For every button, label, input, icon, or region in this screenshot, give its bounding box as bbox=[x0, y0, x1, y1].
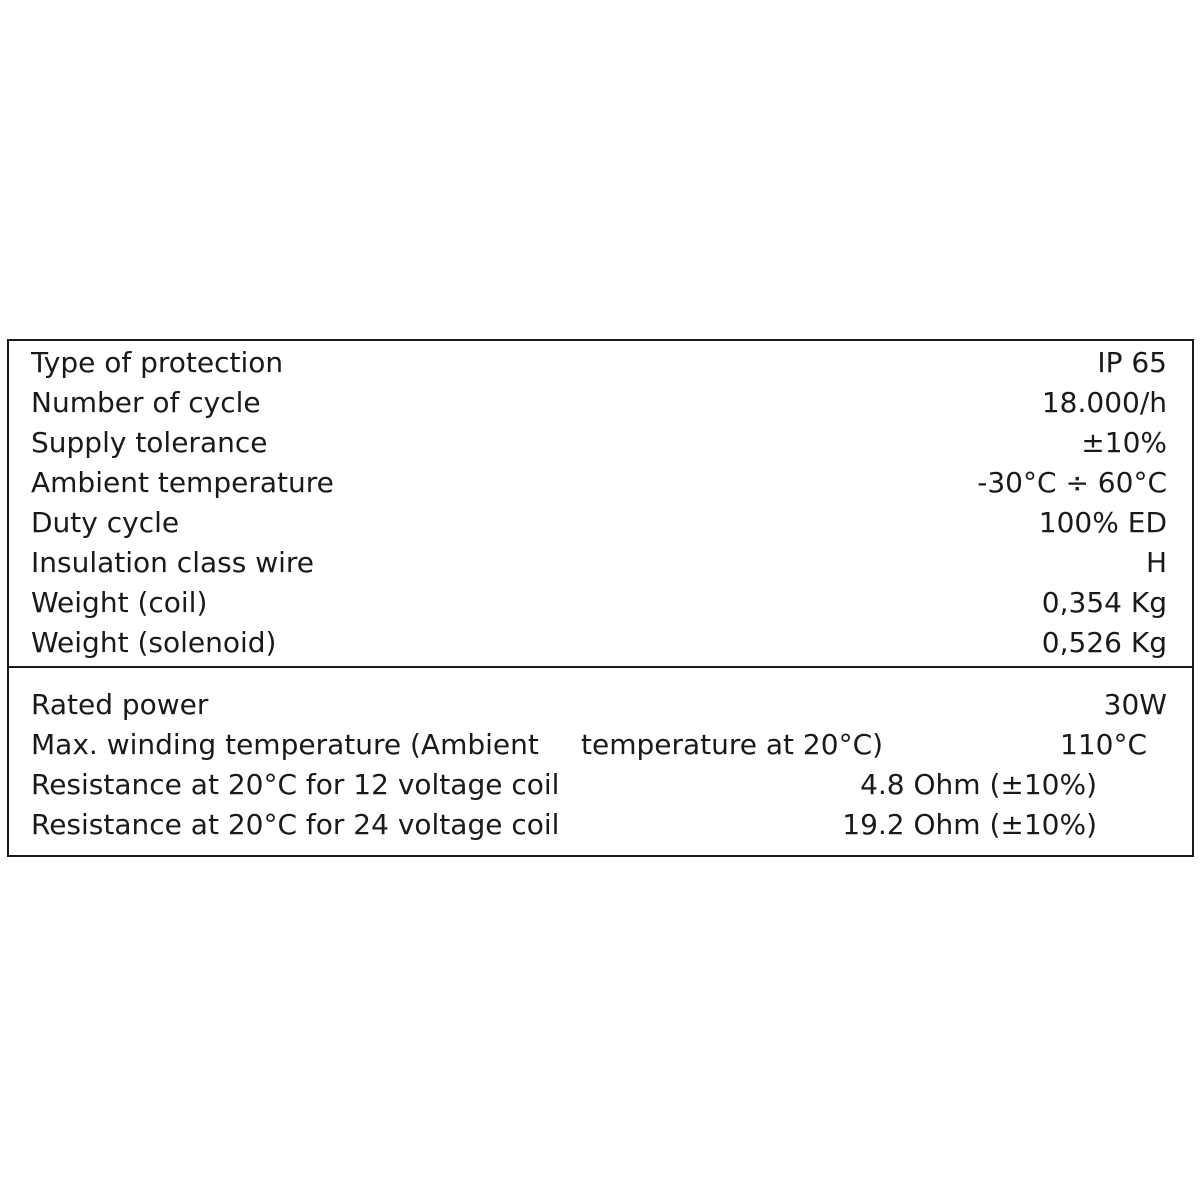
spec-value: 0,526 Kg bbox=[1041, 626, 1167, 659]
spec-label: Type of protection bbox=[31, 346, 284, 379]
spec-value: 19.2 Ohm (±10%) bbox=[842, 808, 1097, 841]
table-row bbox=[9, 765, 1192, 805]
spec-value: 18.000/h bbox=[1041, 386, 1167, 419]
table-row bbox=[9, 583, 1192, 623]
spec-label: Supply tolerance bbox=[31, 426, 268, 459]
table-row bbox=[9, 463, 1192, 503]
spec-value: 30W bbox=[1103, 688, 1167, 721]
spec-label: Insulation class wire bbox=[31, 546, 315, 579]
table-row bbox=[9, 343, 1192, 383]
spec-label: Number of cycle bbox=[31, 386, 261, 419]
spec-value: 0,354 Kg bbox=[1041, 586, 1167, 619]
spec-value: -30°C ÷ 60°C bbox=[977, 466, 1167, 499]
table-row bbox=[9, 383, 1192, 423]
spec-value: ±10% bbox=[1081, 426, 1167, 459]
spec-label: Ambient temperature bbox=[31, 466, 334, 499]
spec-value: H bbox=[1145, 546, 1167, 579]
spec-label-continuation: temperature at 20°C) bbox=[581, 728, 884, 761]
spec-value: IP 65 bbox=[1097, 346, 1167, 379]
spec-label: Duty cycle bbox=[31, 506, 180, 539]
spec-label: Weight (solenoid) bbox=[31, 626, 277, 659]
spec-label: Resistance at 20°C for 12 voltage coil bbox=[31, 768, 560, 801]
specifications-table bbox=[7, 339, 1194, 857]
table-row bbox=[9, 805, 1192, 845]
table-row bbox=[9, 623, 1192, 663]
table-row bbox=[9, 725, 1192, 765]
spec-value: 4.8 Ohm (±10%) bbox=[860, 768, 1097, 801]
table-row bbox=[9, 685, 1192, 725]
spec-value: 100% ED bbox=[1038, 506, 1167, 539]
spec-label: Max. winding temperature (Ambient bbox=[31, 728, 539, 761]
spec-label: Weight (coil) bbox=[31, 586, 208, 619]
spec-label: Resistance at 20°C for 24 voltage coil bbox=[31, 808, 560, 841]
section-divider bbox=[9, 666, 1192, 668]
spec-label: Rated power bbox=[31, 688, 209, 721]
table-row bbox=[9, 423, 1192, 463]
spec-value: 110°C bbox=[1060, 728, 1147, 761]
table-row bbox=[9, 503, 1192, 543]
table-row bbox=[9, 543, 1192, 583]
